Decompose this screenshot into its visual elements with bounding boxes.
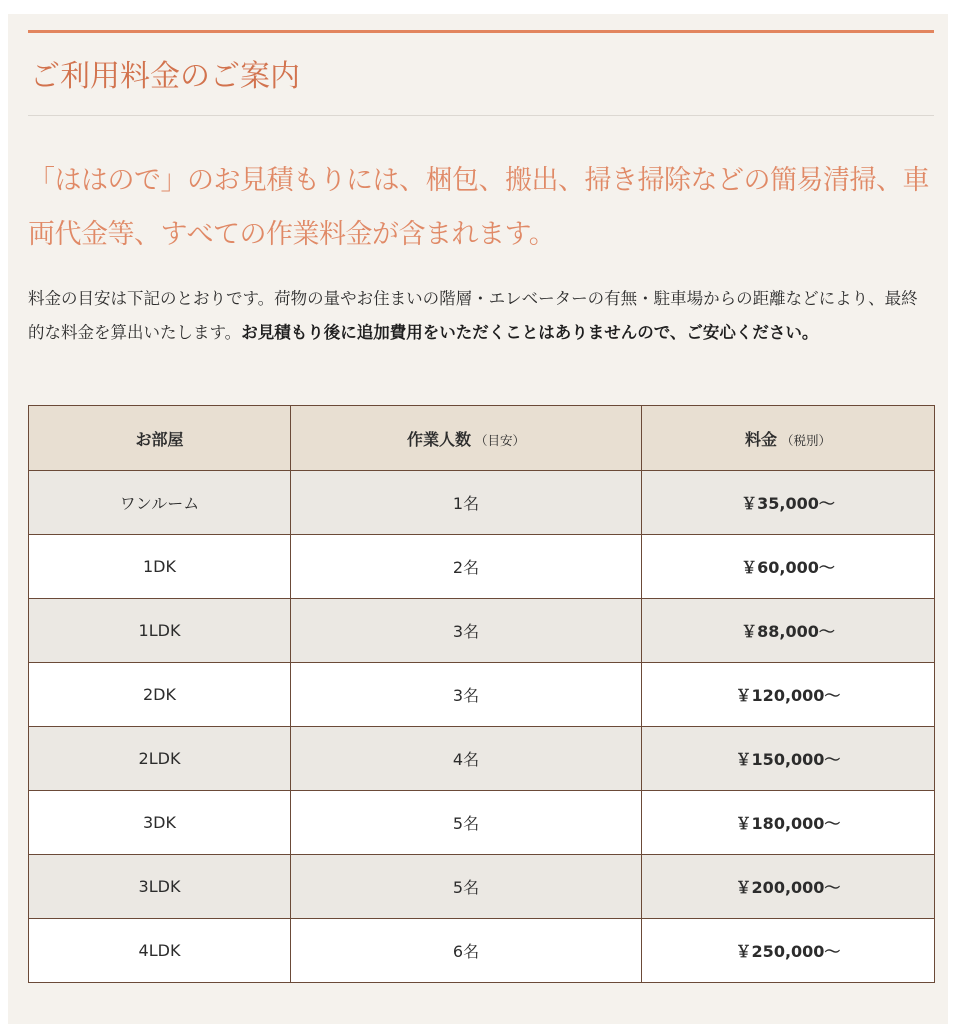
title-block xyxy=(28,30,934,116)
header-room xyxy=(29,406,291,471)
staff-cell: 3名 xyxy=(291,663,642,727)
price-cell: ￥180,000～ xyxy=(642,791,935,855)
description-emphasis: お見積もり後に追加費用をいただくことはありませんので、ご安心ください。 xyxy=(241,323,819,342)
page-title: ご利用料金のご案内 xyxy=(30,59,300,94)
description-body: 料金の目安は下記のとおりです。荷物の量やお住まいの階層・エレベーターの有無・駐車場からの距離などにより、最終的な料金を算出いたします。 xyxy=(28,289,918,342)
table-header-row xyxy=(29,406,935,471)
room-cell: 4LDK xyxy=(29,919,291,983)
table-row xyxy=(29,663,935,727)
header-staff-note: （目安） xyxy=(475,432,526,448)
table-row xyxy=(29,535,935,599)
price-cell: ￥150,000～ xyxy=(642,727,935,791)
staff-cell: 5名 xyxy=(291,855,642,919)
header-staff xyxy=(291,406,642,471)
room-cell: ワンルーム xyxy=(29,471,291,535)
staff-cell: 2名 xyxy=(291,535,642,599)
price-cell: ￥250,000～ xyxy=(642,919,935,983)
staff-cell: 3名 xyxy=(291,599,642,663)
pricing-section xyxy=(8,14,948,1024)
header-staff-label: 作業人数 xyxy=(406,429,471,449)
staff-cell: 4名 xyxy=(291,727,642,791)
header-price xyxy=(642,406,935,471)
room-cell: 2LDK xyxy=(29,727,291,791)
price-cell: ￥35,000～ xyxy=(642,471,935,535)
description-text xyxy=(28,282,934,350)
price-table xyxy=(28,405,935,983)
price-cell: ￥200,000～ xyxy=(642,855,935,919)
header-room-label: お部屋 xyxy=(135,429,184,449)
table-row xyxy=(29,727,935,791)
room-cell: 1LDK xyxy=(29,599,291,663)
table-row xyxy=(29,919,935,983)
header-price-label: 料金 xyxy=(744,429,777,449)
table-row xyxy=(29,855,935,919)
staff-cell: 5名 xyxy=(291,791,642,855)
room-cell: 3LDK xyxy=(29,855,291,919)
room-cell: 1DK xyxy=(29,535,291,599)
table-row xyxy=(29,791,935,855)
room-cell: 2DK xyxy=(29,663,291,727)
room-cell: 3DK xyxy=(29,791,291,855)
lead-text: 「ははので」のお見積もりには、梱包、搬出、掃き掃除などの簡易清掃、車両代金等、すべての作業料金が含まれます。 xyxy=(28,165,929,250)
staff-cell: 1名 xyxy=(291,471,642,535)
table-row xyxy=(29,471,935,535)
price-cell: ￥60,000～ xyxy=(642,535,935,599)
price-cell: ￥88,000～ xyxy=(642,599,935,663)
price-cell: ￥120,000～ xyxy=(642,663,935,727)
staff-cell: 6名 xyxy=(291,919,642,983)
table-row xyxy=(29,599,935,663)
header-price-note: （税別） xyxy=(781,432,832,448)
